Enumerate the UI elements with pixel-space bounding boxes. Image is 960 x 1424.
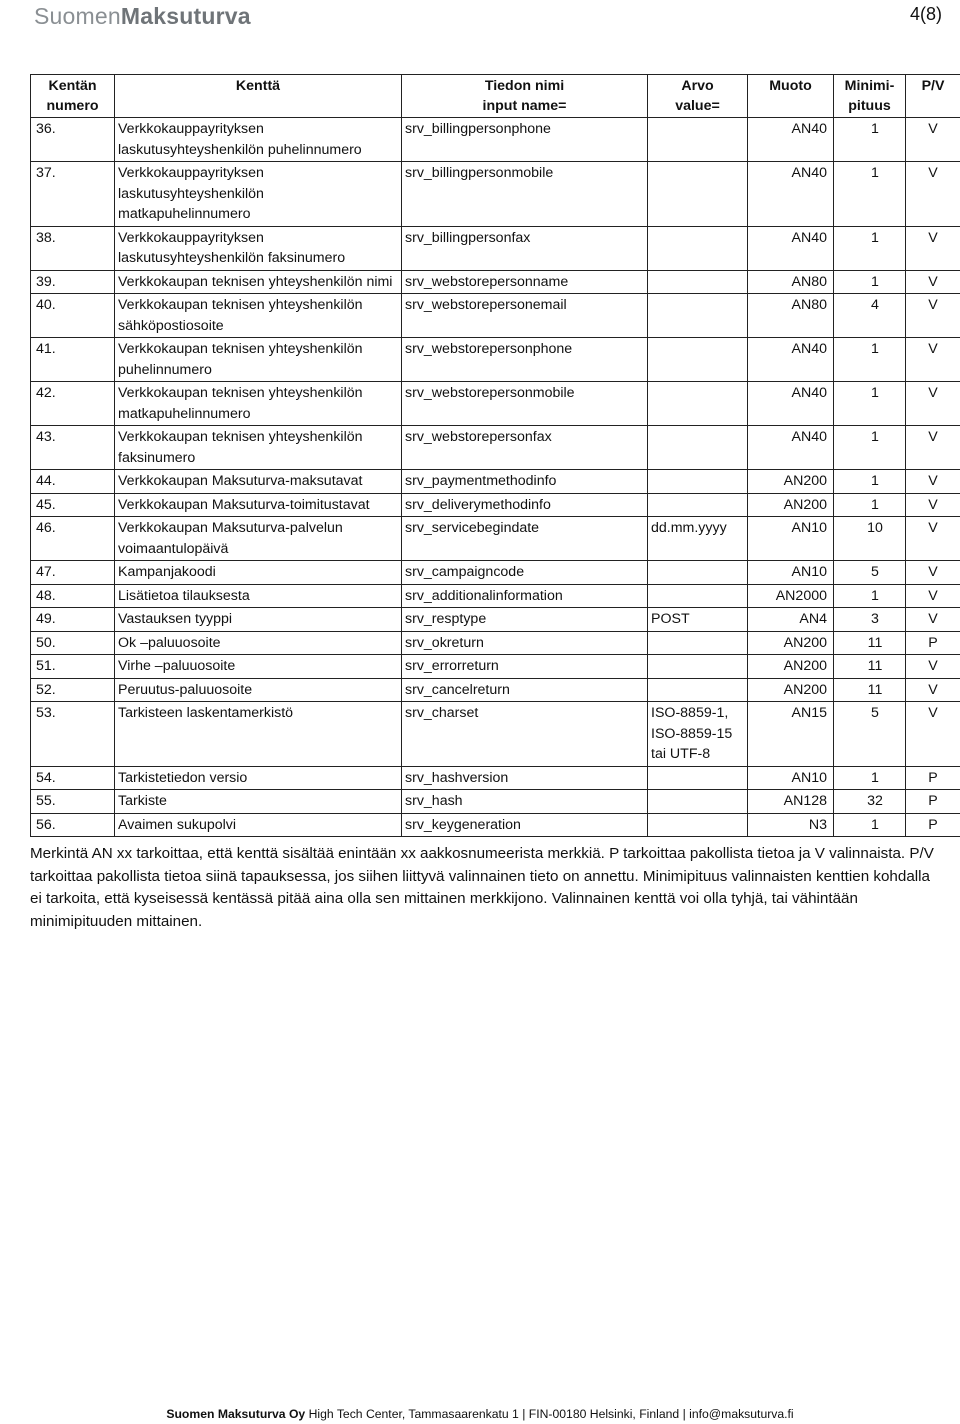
cell-field: Verkkokauppayrityksen laskutusyhteyshenkilön faksinumero (115, 226, 402, 270)
header-format: Muoto (748, 75, 834, 118)
table-row (31, 270, 960, 294)
cell-format: AN40 (748, 382, 834, 426)
cell-required: V (906, 294, 960, 338)
header-number-line1: Kentän (48, 78, 97, 94)
cell-required: P (906, 766, 960, 790)
cell-input-name: srv_webstorepersonfax (402, 426, 648, 470)
cell-format: AN15 (748, 702, 834, 767)
cell-format: AN80 (748, 294, 834, 338)
cell-input-name: srv_billingpersonmobile (402, 162, 648, 227)
logo-text-part2: Maksuturva (120, 3, 251, 29)
cell-format: AN80 (748, 270, 834, 294)
cell-number: 47. (31, 561, 115, 585)
cell-min-length: 32 (834, 790, 906, 814)
cell-value (648, 426, 748, 470)
header-min-line2: pituus (848, 98, 891, 114)
table-row (31, 118, 960, 162)
cell-format: AN200 (748, 470, 834, 494)
cell-field: Verkkokaupan teknisen yhteyshenkilön sähköpostiosoite (115, 294, 402, 338)
cell-number: 48. (31, 584, 115, 608)
cell-number: 52. (31, 678, 115, 702)
cell-number: 56. (31, 813, 115, 837)
cell-field: Verkkokauppayrityksen laskutusyhteyshenkilön puhelinnumero (115, 118, 402, 162)
cell-number: 36. (31, 118, 115, 162)
header-min-line1: Minimi- (844, 78, 895, 94)
cell-format: AN10 (748, 766, 834, 790)
cell-format: AN2000 (748, 584, 834, 608)
cell-min-length: 1 (834, 813, 906, 837)
notes-paragraph: Merkintä AN xx tarkoittaa, että kenttä sisältää enintään xx aakkosnumeerista merkkiä. P tarkoittaa pakollista tietoa ja V valinnaista. P/V tarkoittaa pakollista tietoa siinä tapauksessa, jos siihen liittyvä valinnainen tieto on annettu. Minimipituus valinnaisten kenttien kohdalla ei tarkoita, että kyseisessä kentässä pitää aina olla sen mittainen merkkijono. Valinnainen kenttä voi olla tyhjä, tai vähintään minimipituuden mittainen. (30, 845, 934, 930)
header-min-length (834, 75, 906, 118)
cell-field: Verkkokaupan teknisen yhteyshenkilön matkapuhelinnumero (115, 382, 402, 426)
table-row (31, 655, 960, 679)
cell-input-name: srv_campaigncode (402, 561, 648, 585)
cell-value (648, 226, 748, 270)
cell-input-name: srv_deliverymethodinfo (402, 493, 648, 517)
cell-input-name: srv_webstorepersonemail (402, 294, 648, 338)
cell-format: AN40 (748, 162, 834, 227)
cell-field: Tarkisteen laskentamerkistö (115, 702, 402, 767)
cell-field: Lisätietoa tilauksesta (115, 584, 402, 608)
cell-number: 49. (31, 608, 115, 632)
cell-required: V (906, 382, 960, 426)
cell-value (648, 631, 748, 655)
footer-address: High Tech Center, Tammasaarenkatu 1 (308, 1407, 519, 1421)
cell-number: 39. (31, 270, 115, 294)
cell-input-name: srv_okreturn (402, 631, 648, 655)
cell-number: 38. (31, 226, 115, 270)
cell-field: Verkkokaupan teknisen yhteyshenkilön faksinumero (115, 426, 402, 470)
cell-min-length: 11 (834, 631, 906, 655)
cell-number: 53. (31, 702, 115, 767)
cell-format: AN40 (748, 338, 834, 382)
cell-required: V (906, 702, 960, 767)
cell-input-name: srv_cancelreturn (402, 678, 648, 702)
cell-min-length: 1 (834, 270, 906, 294)
cell-number: 51. (31, 655, 115, 679)
cell-input-name: srv_webstorepersonmobile (402, 382, 648, 426)
cell-input-name: srv_webstorepersonphone (402, 338, 648, 382)
cell-value (648, 382, 748, 426)
cell-field: Tarkistetiedon versio (115, 766, 402, 790)
cell-value (648, 470, 748, 494)
cell-input-name: srv_billingpersonphone (402, 118, 648, 162)
cell-min-length: 1 (834, 226, 906, 270)
cell-min-length: 1 (834, 382, 906, 426)
header-input-name (402, 75, 648, 118)
logo-text-part1: Suomen (34, 3, 121, 29)
cell-required: V (906, 678, 960, 702)
cell-value (648, 766, 748, 790)
cell-input-name: srv_webstorepersonname (402, 270, 648, 294)
cell-min-length: 1 (834, 584, 906, 608)
table-row (31, 517, 960, 561)
cell-format: N3 (748, 813, 834, 837)
cell-format: AN10 (748, 517, 834, 561)
cell-value (648, 655, 748, 679)
cell-format: AN40 (748, 118, 834, 162)
cell-required: V (906, 338, 960, 382)
footer-postal: FIN-00180 Helsinki, Finland (528, 1407, 680, 1421)
footer-separator-1: | (522, 1407, 526, 1421)
cell-min-length: 1 (834, 338, 906, 382)
cell-field: Tarkiste (115, 790, 402, 814)
cell-format: AN200 (748, 655, 834, 679)
cell-min-length: 4 (834, 294, 906, 338)
cell-required: V (906, 655, 960, 679)
cell-min-length: 1 (834, 426, 906, 470)
cell-min-length: 3 (834, 608, 906, 632)
cell-field: Verkkokauppayrityksen laskutusyhteyshenkilön matkapuhelinnumero (115, 162, 402, 227)
header-number-line2: numero (46, 98, 99, 114)
cell-format: AN40 (748, 226, 834, 270)
cell-value: ISO-8859-1, ISO-8859-15 tai UTF-8 (648, 702, 748, 767)
cell-field: Verkkokaupan Maksuturva-maksutavat (115, 470, 402, 494)
table-row (31, 294, 960, 338)
cell-field: Verkkokaupan teknisen yhteyshenkilön puhelinnumero (115, 338, 402, 382)
cell-required: V (906, 118, 960, 162)
cell-required: V (906, 470, 960, 494)
cell-required: V (906, 561, 960, 585)
cell-min-length: 11 (834, 655, 906, 679)
cell-required: P (906, 631, 960, 655)
table-row (31, 608, 960, 632)
cell-input-name: srv_resptype (402, 608, 648, 632)
cell-value (648, 270, 748, 294)
cell-required: P (906, 790, 960, 814)
company-logo (34, 3, 251, 30)
cell-required: P (906, 813, 960, 837)
table-row (31, 162, 960, 227)
cell-number: 43. (31, 426, 115, 470)
cell-value (648, 561, 748, 585)
cell-field: Virhe –paluuosoite (115, 655, 402, 679)
cell-format: AN200 (748, 493, 834, 517)
cell-field: Vastauksen tyyppi (115, 608, 402, 632)
header-input-name-line1: Tiedon nimi (484, 78, 565, 94)
cell-number: 42. (31, 382, 115, 426)
cell-field: Verkkokaupan Maksuturva-palvelun voimaantulopäivä (115, 517, 402, 561)
table-row (31, 702, 960, 767)
cell-number: 37. (31, 162, 115, 227)
cell-format: AN10 (748, 561, 834, 585)
cell-min-length: 11 (834, 678, 906, 702)
cell-input-name: srv_paymentmethodinfo (402, 470, 648, 494)
cell-format: AN4 (748, 608, 834, 632)
cell-number: 46. (31, 517, 115, 561)
header-value-line1: Arvo (681, 78, 714, 94)
table-row (31, 678, 960, 702)
cell-number: 54. (31, 766, 115, 790)
cell-field: Kampanjakoodi (115, 561, 402, 585)
field-spec-table (30, 74, 960, 837)
footer-separator-2: | (682, 1407, 686, 1421)
cell-field: Verkkokaupan teknisen yhteyshenkilön nimi (115, 270, 402, 294)
cell-field: Peruutus-paluuosoite (115, 678, 402, 702)
header-value (648, 75, 748, 118)
table-row (31, 766, 960, 790)
table-row (31, 584, 960, 608)
table-row (31, 226, 960, 270)
cell-field: Ok –paluuosoite (115, 631, 402, 655)
cell-value (648, 493, 748, 517)
cell-min-length: 10 (834, 517, 906, 561)
cell-min-length: 1 (834, 766, 906, 790)
header-number (31, 75, 115, 118)
table-row (31, 631, 960, 655)
cell-input-name: srv_billingpersonfax (402, 226, 648, 270)
cell-input-name: srv_servicebegindate (402, 517, 648, 561)
cell-input-name: srv_keygeneration (402, 813, 648, 837)
table-row (31, 426, 960, 470)
cell-value (648, 338, 748, 382)
table-body (31, 118, 960, 837)
footer-company: Suomen Maksuturva Oy (166, 1407, 306, 1421)
table-row (31, 338, 960, 382)
cell-input-name: srv_additionalinformation (402, 584, 648, 608)
table-row (31, 561, 960, 585)
table-row (31, 493, 960, 517)
cell-value (648, 294, 748, 338)
cell-input-name: srv_errorreturn (402, 655, 648, 679)
cell-format: AN200 (748, 678, 834, 702)
cell-value: POST (648, 608, 748, 632)
cell-value (648, 162, 748, 227)
cell-number: 50. (31, 631, 115, 655)
cell-required: V (906, 584, 960, 608)
header-field: Kenttä (115, 75, 402, 118)
table-row (31, 790, 960, 814)
cell-format: AN200 (748, 631, 834, 655)
footer-email: info@maksuturva.fi (689, 1407, 794, 1421)
cell-number: 45. (31, 493, 115, 517)
table-row (31, 813, 960, 837)
cell-required: V (906, 608, 960, 632)
cell-min-length: 5 (834, 702, 906, 767)
cell-required: V (906, 226, 960, 270)
cell-min-length: 5 (834, 561, 906, 585)
header-required: P/V (906, 75, 960, 118)
cell-number: 55. (31, 790, 115, 814)
header-input-name-line2: input name= (482, 98, 567, 114)
cell-value: dd.mm.yyyy (648, 517, 748, 561)
cell-min-length: 1 (834, 162, 906, 227)
header-value-line2: value= (675, 98, 720, 114)
cell-value (648, 678, 748, 702)
cell-min-length: 1 (834, 493, 906, 517)
cell-field: Avaimen sukupolvi (115, 813, 402, 837)
cell-min-length: 1 (834, 118, 906, 162)
cell-value (648, 790, 748, 814)
cell-required: V (906, 270, 960, 294)
cell-input-name: srv_hashversion (402, 766, 648, 790)
cell-field: Verkkokaupan Maksuturva-toimitustavat (115, 493, 402, 517)
cell-number: 44. (31, 470, 115, 494)
cell-input-name: srv_hash (402, 790, 648, 814)
cell-number: 40. (31, 294, 115, 338)
cell-min-length: 1 (834, 470, 906, 494)
cell-input-name: srv_charset (402, 702, 648, 767)
page-number: 4(8) (909, 4, 942, 24)
cell-number: 41. (31, 338, 115, 382)
cell-required: V (906, 162, 960, 227)
cell-format: AN40 (748, 426, 834, 470)
cell-value (648, 118, 748, 162)
table-header-row (31, 75, 960, 118)
cell-value (648, 813, 748, 837)
cell-required: V (906, 493, 960, 517)
cell-required: V (906, 426, 960, 470)
table-row (31, 470, 960, 494)
cell-required: V (906, 517, 960, 561)
table-row (31, 382, 960, 426)
page-footer (0, 1407, 960, 1421)
cell-format: AN128 (748, 790, 834, 814)
cell-value (648, 584, 748, 608)
page-header (0, 0, 960, 36)
